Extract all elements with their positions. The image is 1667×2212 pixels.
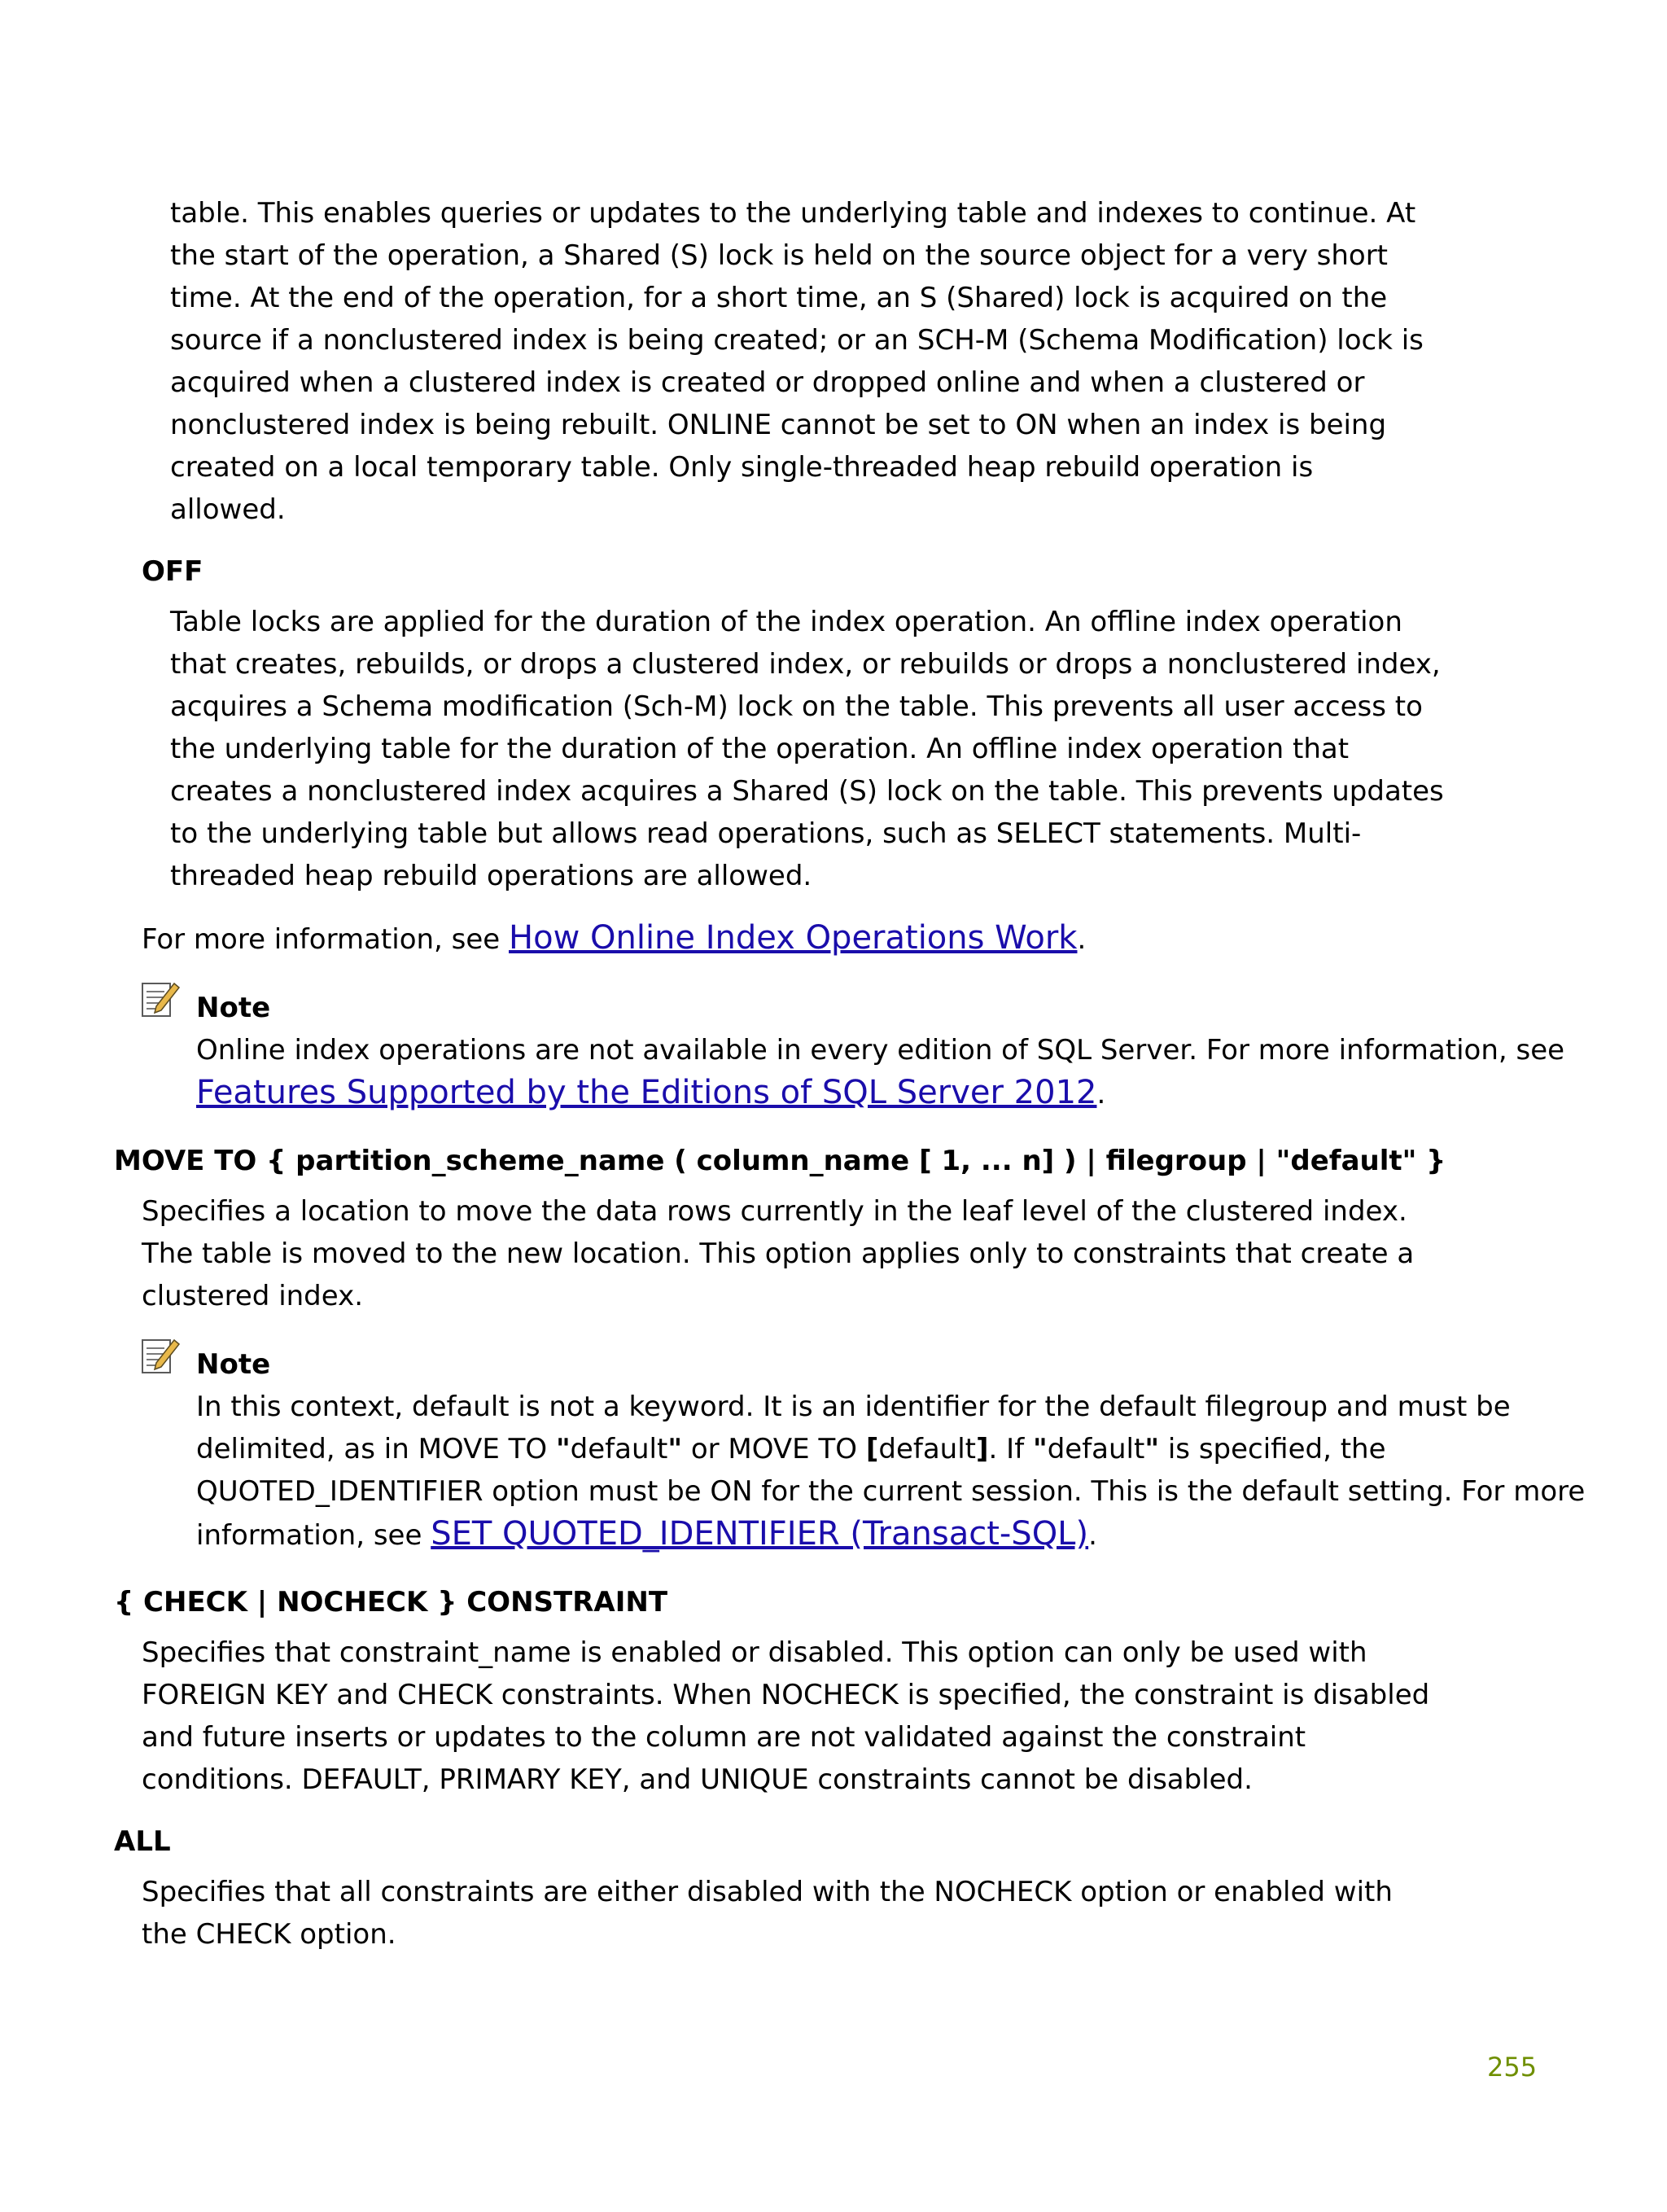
paragraph-line: to the underlying table but allows read operations, such as SELECT statements. Multi- — [170, 817, 1362, 850]
paragraph-line: allowed. — [170, 493, 286, 526]
more-info-suffix: . — [1077, 923, 1087, 956]
paragraph-line: creates a nonclustered index acquires a Shared (S) lock on the table. This prevents updates — [170, 775, 1444, 808]
check-nocheck-heading: { CHECK | NOCHECK } CONSTRAINT — [114, 1586, 668, 1618]
note-icon — [140, 979, 181, 1019]
note-title: Note — [196, 992, 271, 1024]
paragraph-line: conditions. DEFAULT, PRIMARY KEY, and UNIQUE constraints cannot be disabled. — [142, 1763, 1253, 1796]
paragraph-line: table. This enables queries or updates to the underlying table and indexes to continue. At — [170, 197, 1416, 230]
paragraph-line: Specifies that all constraints are either disabled with the NOCHECK option or enabled with — [142, 1876, 1393, 1908]
note-suffix: . — [1096, 1078, 1106, 1110]
paragraph-line: threaded heap rebuild operations are allowed. — [170, 860, 812, 892]
note-title: Note — [196, 1348, 271, 1381]
paragraph-line: created on a local temporary table. Only single-threaded heap rebuild operation is — [170, 451, 1314, 484]
paragraph-line: nonclustered index is being rebuilt. ONLINE cannot be set to ON when an index is being — [170, 409, 1387, 441]
paragraph-line: the CHECK option. — [142, 1918, 396, 1951]
note-link-line — [196, 1513, 1097, 1557]
note-prefix: information, see — [196, 1519, 431, 1552]
more-info-prefix: For more information, see — [142, 923, 510, 956]
note-link-line — [196, 1071, 1105, 1115]
paragraph-line: source if a nonclustered index is being created; or an SCH-M (Schema Modification) lock is — [170, 324, 1424, 357]
paragraph-line: Specifies that constraint_name is enabled or disabled. This option can only be used with — [142, 1636, 1367, 1669]
set-quoted-identifier-link[interactable]: SET QUOTED_IDENTIFIER (Transact-SQL) — [431, 1515, 1089, 1553]
online-index-operations-link[interactable]: How Online Index Operations Work — [509, 919, 1078, 957]
features-supported-link[interactable]: Features Supported by the Editions of SQL Server 2012 — [196, 1074, 1097, 1111]
paragraph-line: the underlying table for the duration of the operation. An offline index operation that — [170, 733, 1350, 765]
paragraph-line: Table locks are applied for the duration of the index operation. An offline index operation — [170, 606, 1402, 638]
note-text: Online index operations are not available in every edition of SQL Server. For more information, see — [196, 1034, 1565, 1067]
note-icon — [140, 1335, 181, 1376]
paragraph-line: time. At the end of the operation, for a short time, an S (Shared) lock is acquired on the — [170, 282, 1388, 314]
paragraph-line: the start of the operation, a Shared (S) lock is held on the source object for a very short — [170, 239, 1388, 272]
paragraph-line: acquires a Schema modification (Sch-M) lock on the table. This prevents all user access to — [170, 690, 1423, 723]
paragraph-line: Specifies a location to move the data rows currently in the leaf level of the clustered index. — [142, 1195, 1407, 1228]
all-heading: ALL — [114, 1825, 171, 1858]
note-text: QUOTED_IDENTIFIER option must be ON for the current session. This is the default setting. For more — [196, 1475, 1586, 1508]
paragraph-line: that creates, rebuilds, or drops a clustered index, or rebuilds or drops a nonclustered index, — [170, 648, 1441, 681]
paragraph-line: acquired when a clustered index is created or dropped online and when a clustered or — [170, 366, 1365, 399]
note-text: delimited, as in MOVE TO "default" or MOVE TO [default]. If "default" is specified, the — [196, 1433, 1386, 1465]
move-to-heading: MOVE TO { partition_scheme_name ( column_name [ 1, ... n] ) | filegroup | "default" } — [114, 1145, 1446, 1177]
paragraph-line: FOREIGN KEY and CHECK constraints. When NOCHECK is specified, the constraint is disabled — [142, 1679, 1430, 1711]
paragraph-line: and future inserts or updates to the column are not validated against the constraint — [142, 1721, 1306, 1754]
page-number: 255 — [1487, 2052, 1538, 2083]
off-heading: OFF — [142, 555, 203, 588]
paragraph-line: clustered index. — [142, 1280, 364, 1312]
more-info-line — [142, 917, 1086, 961]
paragraph-line: The table is moved to the new location. This option applies only to constraints that create a — [142, 1237, 1415, 1270]
note-suffix: . — [1088, 1519, 1097, 1552]
note-text: In this context, default is not a keyword. It is an identifier for the default filegroup and must be — [196, 1391, 1511, 1423]
